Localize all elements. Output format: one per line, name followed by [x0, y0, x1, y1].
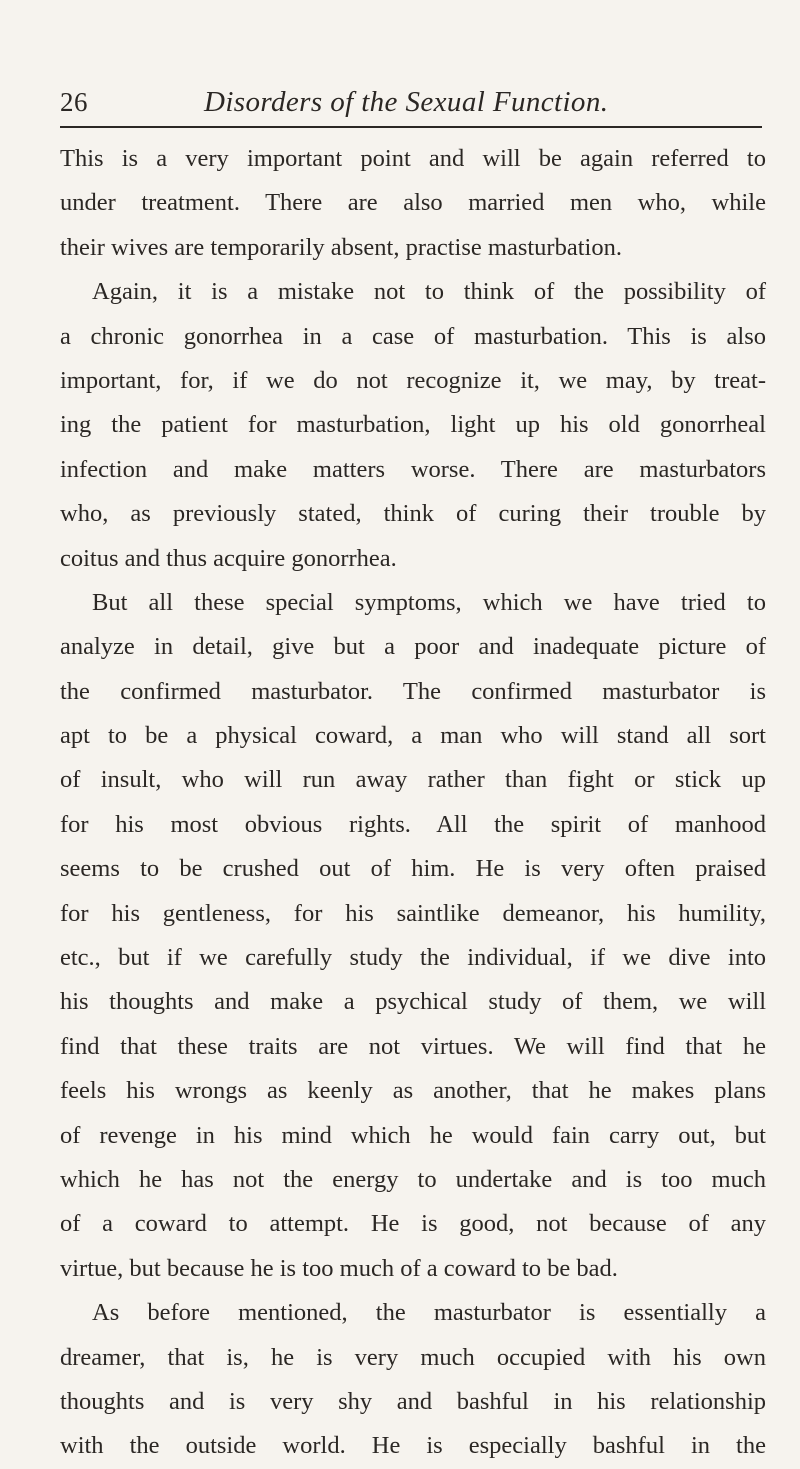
- text-line: which he has not the energy to undertake and is too much: [60, 1165, 766, 1193]
- text-line: find that these traits are not virtues. We will find that he: [60, 1032, 766, 1060]
- text-line: of a coward to attempt. He is good, not because of any: [60, 1210, 766, 1238]
- text-line: analyze in detail, give but a poor and inadequate picture of: [60, 633, 766, 661]
- text-line: with the outside world. He is especially bashful in the: [60, 1432, 766, 1460]
- text-line: Again, it is a mistake not to think of the possibility of: [92, 278, 766, 306]
- body-text: [60, 137, 766, 1469]
- text-line: for his gentleness, for his saintlike demeanor, his humility,: [60, 899, 766, 927]
- text-line: apt to be a physical coward, a man who will stand all sort: [60, 722, 766, 750]
- text-line: thoughts and is very shy and bashful in his relationship: [60, 1387, 766, 1415]
- text-line: dreamer, that is, he is very much occupied with his own: [60, 1343, 766, 1371]
- text-line: their wives are temporarily absent, practise masturbation.: [60, 233, 622, 261]
- running-head: [60, 86, 760, 126]
- text-line: the confirmed masturbator. The confirmed masturbator is: [60, 677, 766, 705]
- text-line: his thoughts and make a psychical study of them, we will: [60, 988, 766, 1016]
- text-line: under treatment. There are also married men who, while: [60, 189, 766, 217]
- text-line: a chronic gonorrhea in a case of masturbation. This is also: [60, 322, 766, 350]
- text-line: As before mentioned, the masturbator is essentially a: [92, 1299, 766, 1327]
- text-line: infection and make matters worse. There are masturbators: [60, 455, 766, 483]
- text-line: for his most obvious rights. All the spirit of manhood: [60, 810, 766, 838]
- text-line: seems to be crushed out of him. He is very often praised: [60, 855, 766, 883]
- text-line: important, for, if we do not recognize it, we may, by treat-: [60, 366, 766, 394]
- text-line: etc., but if we carefully study the individual, if we dive into: [60, 944, 766, 972]
- running-title: Disorders of the Sexual Function.: [204, 86, 609, 118]
- text-line: virtue, but because he is too much of a coward to be bad.: [60, 1254, 618, 1282]
- page-number: 26: [60, 87, 88, 117]
- text-line: of insult, who will run away rather than fight or stick up: [60, 766, 766, 794]
- text-line: who, as previously stated, think of curing their trouble by: [60, 500, 766, 528]
- text-line: ing the patient for masturbation, light up his old gonorrheal: [60, 411, 766, 439]
- text-line: of revenge in his mind which he would fain carry out, but: [60, 1121, 766, 1149]
- text-line: coitus and thus acquire gonorrhea.: [60, 544, 397, 572]
- header-rule: [60, 126, 762, 128]
- text-line: But all these special symptoms, which we have tried to: [92, 588, 766, 616]
- text-line: feels his wrongs as keenly as another, that he makes plans: [60, 1077, 766, 1105]
- text-line: This is a very important point and will be again referred to: [60, 145, 766, 172]
